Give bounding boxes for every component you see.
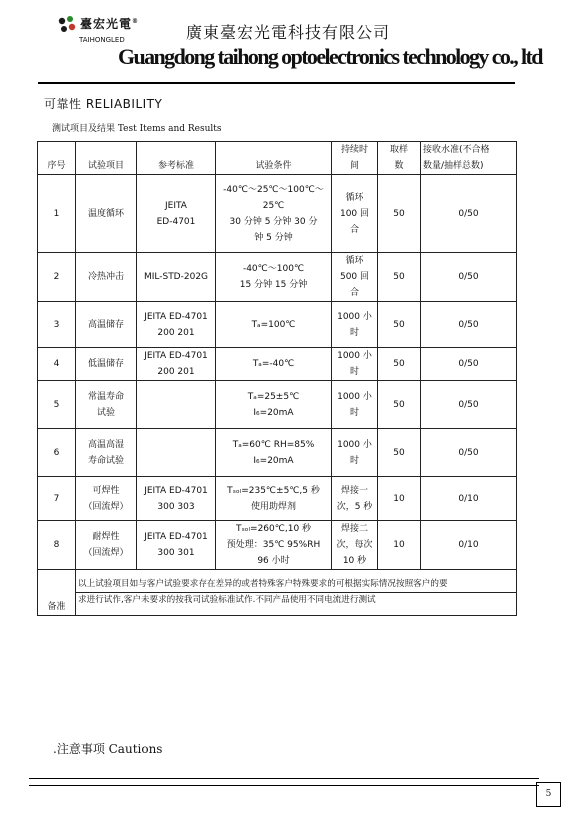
row-item xyxy=(76,253,137,302)
row-result: 0/50 xyxy=(421,348,517,381)
row-conditions-line: Tₛₒₗ=260℃,10 秒 xyxy=(235,524,312,534)
row-duration xyxy=(332,175,378,253)
table-row xyxy=(38,429,517,477)
row-standard xyxy=(137,429,216,477)
row-result: 0/10 xyxy=(421,521,517,570)
row-item xyxy=(76,302,137,348)
row-standard xyxy=(137,348,216,381)
row-item-line: （回流焊） xyxy=(83,548,129,558)
row-conditions xyxy=(216,302,332,348)
table-header-row xyxy=(38,142,517,175)
row-duration-line: 时 xyxy=(349,327,359,338)
row-conditions-line: 预处理：35℃ 95%RH xyxy=(226,540,321,550)
row-item-line: 低温储存 xyxy=(87,359,124,369)
row-duration-line: 次，每次 xyxy=(336,540,373,550)
row-item-line: 冷热冲击 xyxy=(87,272,124,282)
row-duration-line: 时 xyxy=(349,455,359,466)
header-conditions: 试验条件 xyxy=(216,142,332,175)
row-conditions-line: I₆=20mA xyxy=(253,407,294,418)
remarks-text xyxy=(76,570,517,616)
row-conditions-line: Tₐ=100℃ xyxy=(251,319,296,330)
cautions-title: .注意事项 Cautions xyxy=(53,742,163,756)
row-conditions-line: 30 分钟 5 分钟 30 分 xyxy=(229,216,318,227)
page-number: 5 xyxy=(536,782,561,807)
remarks-line: 求进行试作,客户未要求的按我司试验标准试作.不同产品使用不同电流进行测试 xyxy=(76,592,516,607)
row-no: 1 xyxy=(38,175,76,253)
row-standard-line: 300 303 xyxy=(157,501,195,512)
row-duration-line: 时 xyxy=(349,407,359,418)
row-conditions xyxy=(216,477,332,521)
row-item-line: （回流焊） xyxy=(83,501,129,512)
row-conditions-line: -40℃～100℃ xyxy=(242,264,305,274)
row-duration xyxy=(332,348,378,381)
row-samples: 50 xyxy=(378,175,421,253)
row-duration xyxy=(332,521,378,570)
row-conditions-line: -40℃～25℃～100℃～ xyxy=(223,184,324,195)
row-samples: 50 xyxy=(378,348,421,381)
row-no: 5 xyxy=(38,381,76,429)
row-samples: 50 xyxy=(378,302,421,348)
section-subtitle: 测试项目及结果 Test Items and Results xyxy=(52,124,222,134)
table-body xyxy=(38,142,517,616)
row-conditions-line: Tₐ=25±5℃ xyxy=(247,391,300,402)
row-item-line: 耐焊性 xyxy=(92,532,120,542)
row-item-line: 温度循环 xyxy=(87,208,124,219)
row-standard-line: JEITA ED-4701 xyxy=(144,311,208,322)
header-samples: 取样 数 xyxy=(378,142,421,175)
row-standard xyxy=(137,477,216,521)
row-duration-line: 10 秒 xyxy=(342,556,367,566)
row-conditions-line: Tₐ=60℃ RH=85% xyxy=(232,439,315,450)
row-conditions-line: Tₛₒₗ=235℃±5℃,5 秒 xyxy=(227,485,320,496)
row-duration-line: 1000 小 xyxy=(337,351,372,361)
table-row xyxy=(38,175,517,253)
table-row xyxy=(38,477,517,521)
logo-text-cn: 臺宏光電® xyxy=(80,17,140,31)
row-no: 2 xyxy=(38,253,76,302)
row-no: 6 xyxy=(38,429,76,477)
row-duration-line: 100 回 xyxy=(339,208,370,219)
row-duration-line: 焊接二 xyxy=(340,524,368,534)
header-item: 试验项目 xyxy=(76,142,137,175)
row-samples: 50 xyxy=(378,253,421,302)
row-standard-line: JEITA ED-4701 xyxy=(144,351,208,361)
row-conditions xyxy=(216,521,332,570)
table-row xyxy=(38,253,517,302)
table-row xyxy=(38,348,517,381)
section-title: 可靠性 RELIABILITY xyxy=(44,97,163,111)
row-item-line: 高温储存 xyxy=(87,319,124,330)
row-result: 0/10 xyxy=(421,477,517,521)
row-duration xyxy=(332,429,378,477)
row-conditions-line: 96 小时 xyxy=(257,556,290,566)
row-result: 0/50 xyxy=(421,381,517,429)
row-standard-line: JEITA ED-4701 xyxy=(144,485,208,496)
row-standard-line: 200 201 xyxy=(157,367,195,377)
row-standard-line: ED-4701 xyxy=(156,216,196,227)
row-item xyxy=(76,429,137,477)
row-duration-line: 合 xyxy=(349,288,359,298)
row-samples: 10 xyxy=(378,477,421,521)
table-row xyxy=(38,381,517,429)
row-item xyxy=(76,348,137,381)
row-item xyxy=(76,381,137,429)
footer-divider xyxy=(29,778,539,779)
header-no: 序号 xyxy=(38,142,76,175)
footer-divider-lower xyxy=(29,785,539,786)
company-name-cn: 廣東臺宏光電科技有限公司 xyxy=(186,23,391,42)
row-duration-line: 时 xyxy=(349,367,359,377)
row-conditions-line: Tₐ=-40℃ xyxy=(252,359,295,369)
remarks-label: 备准 xyxy=(38,570,76,616)
remarks-row xyxy=(38,570,517,616)
header-divider xyxy=(38,82,515,84)
row-no: 4 xyxy=(38,348,76,381)
row-no: 7 xyxy=(38,477,76,521)
row-item-line: 寿命试验 xyxy=(87,455,124,466)
row-standard xyxy=(137,175,216,253)
row-samples: 10 xyxy=(378,521,421,570)
row-result: 0/50 xyxy=(421,302,517,348)
header-standard: 参考标准 xyxy=(137,142,216,175)
row-result: 0/50 xyxy=(421,175,517,253)
row-item-line: 可焊性 xyxy=(92,485,120,496)
row-item-line: 高温高湿 xyxy=(87,439,124,450)
row-conditions xyxy=(216,429,332,477)
row-standard-line: 200 201 xyxy=(157,327,195,338)
row-conditions xyxy=(216,175,332,253)
row-conditions-line: 15 分钟 15 分钟 xyxy=(239,280,308,290)
row-duration xyxy=(332,477,378,521)
row-conditions-line: 25℃ xyxy=(262,200,285,211)
reliability-table xyxy=(37,141,517,616)
row-standard-line: JEITA xyxy=(165,200,187,211)
row-conditions-line: 钟 5 分钟 xyxy=(254,232,293,243)
row-result: 0/50 xyxy=(421,253,517,302)
table-row xyxy=(38,302,517,348)
header-acceptance: 接收水准(不合格 数量/抽样总数) xyxy=(421,142,517,175)
row-item xyxy=(76,521,137,570)
row-duration-line: 循环 xyxy=(345,256,364,266)
row-no: 3 xyxy=(38,302,76,348)
row-duration xyxy=(332,302,378,348)
row-samples: 50 xyxy=(378,429,421,477)
row-standard-line: 300 301 xyxy=(157,548,195,558)
row-conditions xyxy=(216,381,332,429)
row-duration-line: 1000 小 xyxy=(337,311,372,322)
table-row xyxy=(38,521,517,570)
row-duration-line: 500 回 xyxy=(339,272,370,282)
row-standard-line: JEITA ED-4701 xyxy=(144,532,208,542)
row-duration xyxy=(332,253,378,302)
row-item xyxy=(76,477,137,521)
header-duration: 持续时 间 xyxy=(332,142,378,175)
logo-text-en: TAIHONGLED xyxy=(79,36,125,44)
row-standard xyxy=(137,521,216,570)
row-duration-line: 次，5 秒 xyxy=(336,501,373,512)
row-duration-line: 焊接一 xyxy=(340,485,368,496)
remarks-line: 以上试验项目如与客户试验要求存在差异的或者特殊客户特殊要求的可根据实际情况按照客户的要 xyxy=(78,579,448,589)
row-duration-line: 循环 xyxy=(345,192,364,203)
row-standard xyxy=(137,381,216,429)
row-no: 8 xyxy=(38,521,76,570)
row-duration-line: 1000 小 xyxy=(337,439,372,450)
logo-mark-icon xyxy=(56,14,78,36)
company-logo xyxy=(56,14,156,48)
row-duration xyxy=(332,381,378,429)
company-name-en: Guangdong taihong optoelectronics technology co., ltd xyxy=(118,44,542,69)
row-conditions-line: 使用助焊剂 xyxy=(250,501,296,512)
row-conditions xyxy=(216,253,332,302)
row-item xyxy=(76,175,137,253)
row-item-line: 试验 xyxy=(96,407,115,418)
row-conditions xyxy=(216,348,332,381)
row-result: 0/50 xyxy=(421,429,517,477)
row-standard xyxy=(137,302,216,348)
row-standard-line: MIL-STD-202G xyxy=(143,272,209,282)
row-standard xyxy=(137,253,216,302)
row-item-line: 常温寿命 xyxy=(87,391,124,402)
row-conditions-line: I₆=20mA xyxy=(253,455,294,466)
row-duration-line: 1000 小 xyxy=(337,391,372,402)
row-samples: 50 xyxy=(378,381,421,429)
row-duration-line: 合 xyxy=(349,224,359,235)
